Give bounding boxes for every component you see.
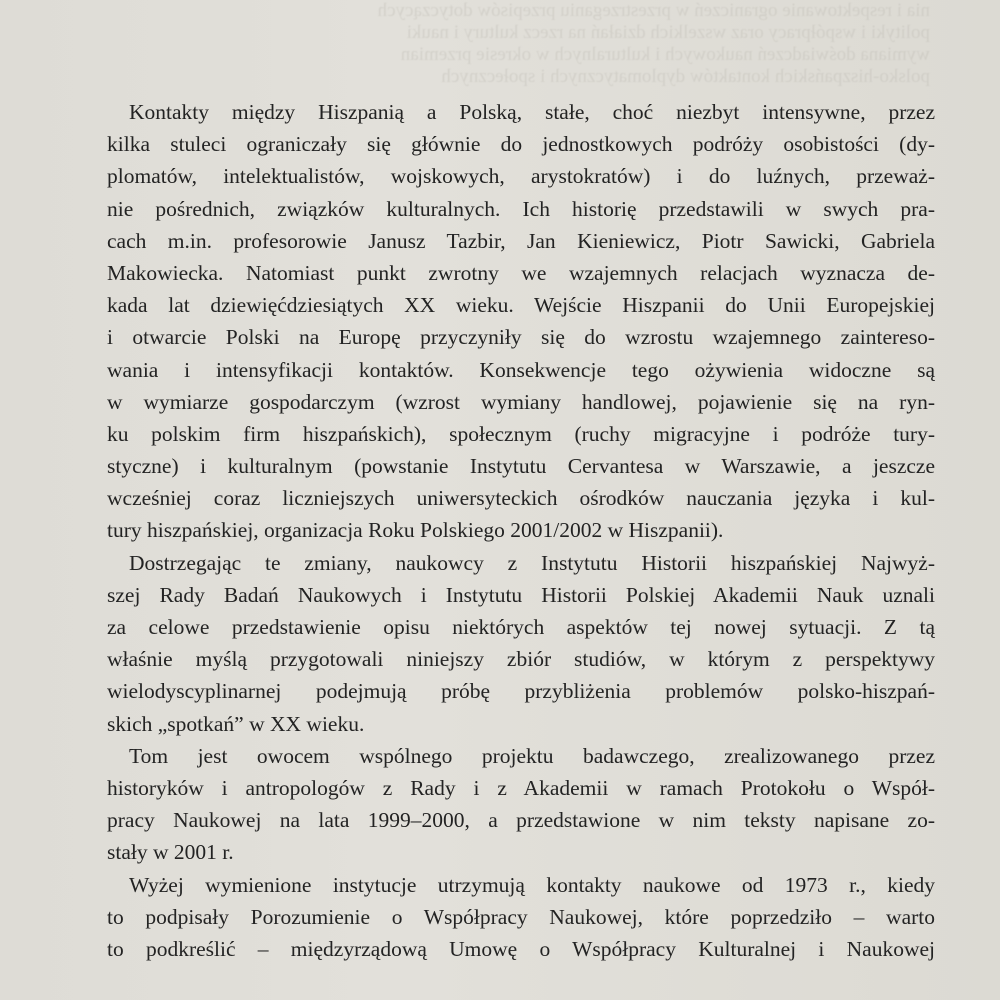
text-line: nie pośrednich, związków kulturalnych. Ich historię przedstawili w swych pra- — [107, 196, 935, 221]
text-line: pracy Naukowej na lata 1999–2000, a przedstawione w nim teksty napisane zo- — [107, 808, 935, 833]
text-line: to podpisały Porozumienie o Współpracy Naukowej, które poprzedziło – warto — [107, 904, 935, 929]
text-line: kilka stuleci ograniczały się głównie do jednostkowych podróży osobistości (dy- — [107, 132, 935, 157]
body-text — [107, 96, 935, 965]
text-line: to podkreślić – międzyrządową Umowę o Współpracy Kulturalnej i Naukowej — [107, 936, 935, 961]
text-line: skich „spotkań” w XX wieku. — [107, 711, 365, 736]
text-line: Wyżej wymienione instytucje utrzymują kontakty naukowe od 1973 r., kiedy — [129, 872, 935, 897]
text-line: za celowe przedstawienie opisu niektórych aspektów tej nowej sytuacji. Z tą — [107, 615, 935, 639]
text-line: wielodyscyplinarnej podejmują próbę przybliżenia problemów polsko-hiszpań- — [107, 679, 935, 704]
text-line: plomatów, intelektualistów, wojskowych, arystokratów) i do luźnych, przeważ- — [107, 164, 935, 189]
text-line: wania i intensyfikacji kontaktów. Konsekwencje tego ożywienia widoczne są — [107, 357, 935, 382]
text-line: ku polskim firm hiszpańskich), społecznym (ruchy migracyjne i podróże tury- — [107, 421, 935, 446]
text-line: w wymiarze gospodarczym (wzrost wymiany handlowej, pojawienie się na ryn- — [107, 389, 935, 414]
text-line: kada lat dziewięćdziesiątych XX wieku. Wejście Hiszpanii do Unii Europejskiej — [107, 293, 935, 318]
show-through-text: nia i respektowanie ograniczeń w przestrzeganiu przepisów dotyczących polityki i współpracy oraz wszelkich działań na rzecz kultury i nauki wymiana doświadczeń naukowych i kulturalnych w okresie przemian polsko-hiszpańskich kontaktów dyplomatycznych i społecznych — [377, 0, 930, 87]
text-line: wcześniej coraz liczniejszych uniwersyteckich ośrodków nauczania języka i kul- — [107, 486, 935, 511]
text-line: Dostrzegając te zmiany, naukowcy z Instytutu Historii hiszpańskiej Najwyż- — [129, 550, 935, 575]
text-line: historyków i antropologów z Rady i z Akademii w ramach Protokołu o Współ- — [107, 775, 935, 800]
paragraph-3 — [107, 740, 935, 869]
text-line: i otwarcie Polski na Europę przyczyniły się do wzrostu wzajemnego zaintereso- — [107, 325, 935, 350]
paragraph-1 — [107, 96, 935, 547]
text-line: Tom jest owocem wspólnego projektu badawczego, zrealizowanego przez — [129, 743, 935, 768]
text-line: stały w 2001 r. — [107, 840, 234, 865]
text-line: Makowiecka. Natomiast punkt zwrotny we wzajemnych relacjach wyznacza de- — [107, 260, 935, 285]
text-line: cach m.in. profesorowie Janusz Tazbir, Jan Kieniewicz, Piotr Sawicki, Gabriela — [107, 228, 935, 253]
text-line: tury hiszpańskiej, organizacja Roku Polskiego 2001/2002 w Hiszpanii). — [107, 518, 724, 543]
text-line: Kontakty między Hiszpanią a Polską, stałe, choć niezbyt intensywne, przez — [129, 100, 935, 124]
text-line: właśnie myślą przygotowali niniejszy zbiór studiów, w którym z perspektywy — [107, 647, 935, 672]
paragraph-4 — [107, 869, 935, 966]
paragraph-2 — [107, 547, 935, 740]
text-line: styczne) i kulturalnym (powstanie Instytutu Cervantesa w Warszawie, a jeszcze — [107, 454, 935, 479]
text-line: szej Rady Badań Naukowych i Instytutu Historii Polskiej Akademii Nauk uznali — [107, 582, 935, 607]
